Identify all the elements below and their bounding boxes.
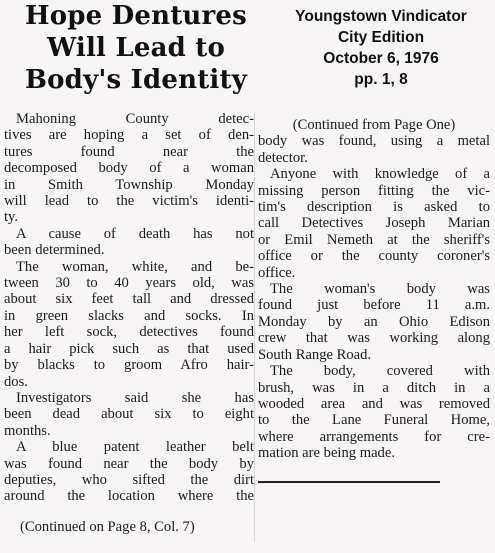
left-column-line: her left sock, detectives found [4,324,254,341]
left-column-line: dos. [4,373,28,390]
right-column-line: detector. [258,149,308,166]
right-column-line: South Range Road. [258,346,372,363]
right-column-line: or Emil Nemeth at the sheriff's [258,231,490,248]
right-column-line: Anyone with knowledge of a [270,166,490,183]
article-column-left [4,111,254,535]
right-column-line: Monday by an Ohio Edison [258,313,490,330]
headline-line-2: Will Lead to [46,33,226,63]
headline-line-1: Hope Dentures [24,1,248,31]
left-column-line: tures found near the [4,143,254,160]
left-column-line: deputies, who sifted the dirt [4,471,254,488]
left-column-line: in green slacks and socks. In [4,307,254,324]
end-rule [258,481,440,483]
right-column-line: The woman's body was [270,281,490,298]
left-column-line: tives are hoping a set of den- [4,127,254,144]
caption-edition: City Edition [337,29,425,46]
right-column-line: where arrangements for cre- [258,428,490,445]
right-column-line: tim's description is asked to [258,199,490,216]
right-column-line: (Continued from Page One) [292,117,456,133]
right-column-line: body was found, using a metal [258,133,490,150]
left-column-line: by blacks to groom Afro hair- [4,357,254,374]
left-column-line: was found near the body by [4,455,254,472]
right-column-line: The body, covered with [270,363,490,380]
caption-date: October 6, 1976 [323,50,439,67]
article-column-right [258,117,490,462]
right-column-line: mation are being made. [258,445,395,462]
spacer [4,505,254,519]
right-column-line: office. [258,264,296,281]
right-column-line: missing person fitting the vic- [258,182,490,199]
left-column-line: ty. [4,209,19,226]
headline [2,0,270,96]
left-column-line: Mahoning County detec- [16,111,254,127]
left-column-line: A cause of death has not [16,225,254,242]
left-column-line: about six feet tall and dressed [4,291,254,308]
headline-line-3: Body's Identity [24,65,248,95]
left-column-line: decomposed body of a woman [4,160,254,177]
left-column-line: A blue patent leather belt [16,439,254,456]
left-column-line: been dead about six to eight [4,406,254,423]
right-column-line: to the Lane Funeral Home, [258,412,490,429]
right-column-line: crew that was working along [258,330,490,347]
right-column-line: found just before 11 a.m. [258,297,490,314]
left-column-line: The woman, white, and be- [16,258,254,275]
right-column-line: wooded area and was removed [258,395,490,412]
right-column-line: brush, was in a ditch in a [258,379,490,396]
column-divider [254,112,255,542]
left-column-line: been determined. [4,242,105,259]
left-column-line: a hair pick such as that used [4,340,254,357]
right-column-line: call Detectives Joseph Marian [258,215,490,232]
source-caption [290,6,472,90]
left-column-line: in Smith Township Monday [4,176,254,193]
left-column-line: tween 30 to 40 years old, was [4,275,254,292]
left-column-line: will lead to the victim's identi- [4,193,254,210]
left-column-line: around the location where the [4,488,254,505]
left-column-line: Investigators said she has [16,389,254,406]
caption-pages: pp. 1, 8 [354,71,408,88]
continued-note: (Continued on Page 8, Col. 7) [20,518,195,535]
right-column-line: office or the county coroner's [258,248,490,265]
caption-newspaper: Youngstown Vindicator [295,8,467,25]
left-column-line: months. [4,422,51,439]
